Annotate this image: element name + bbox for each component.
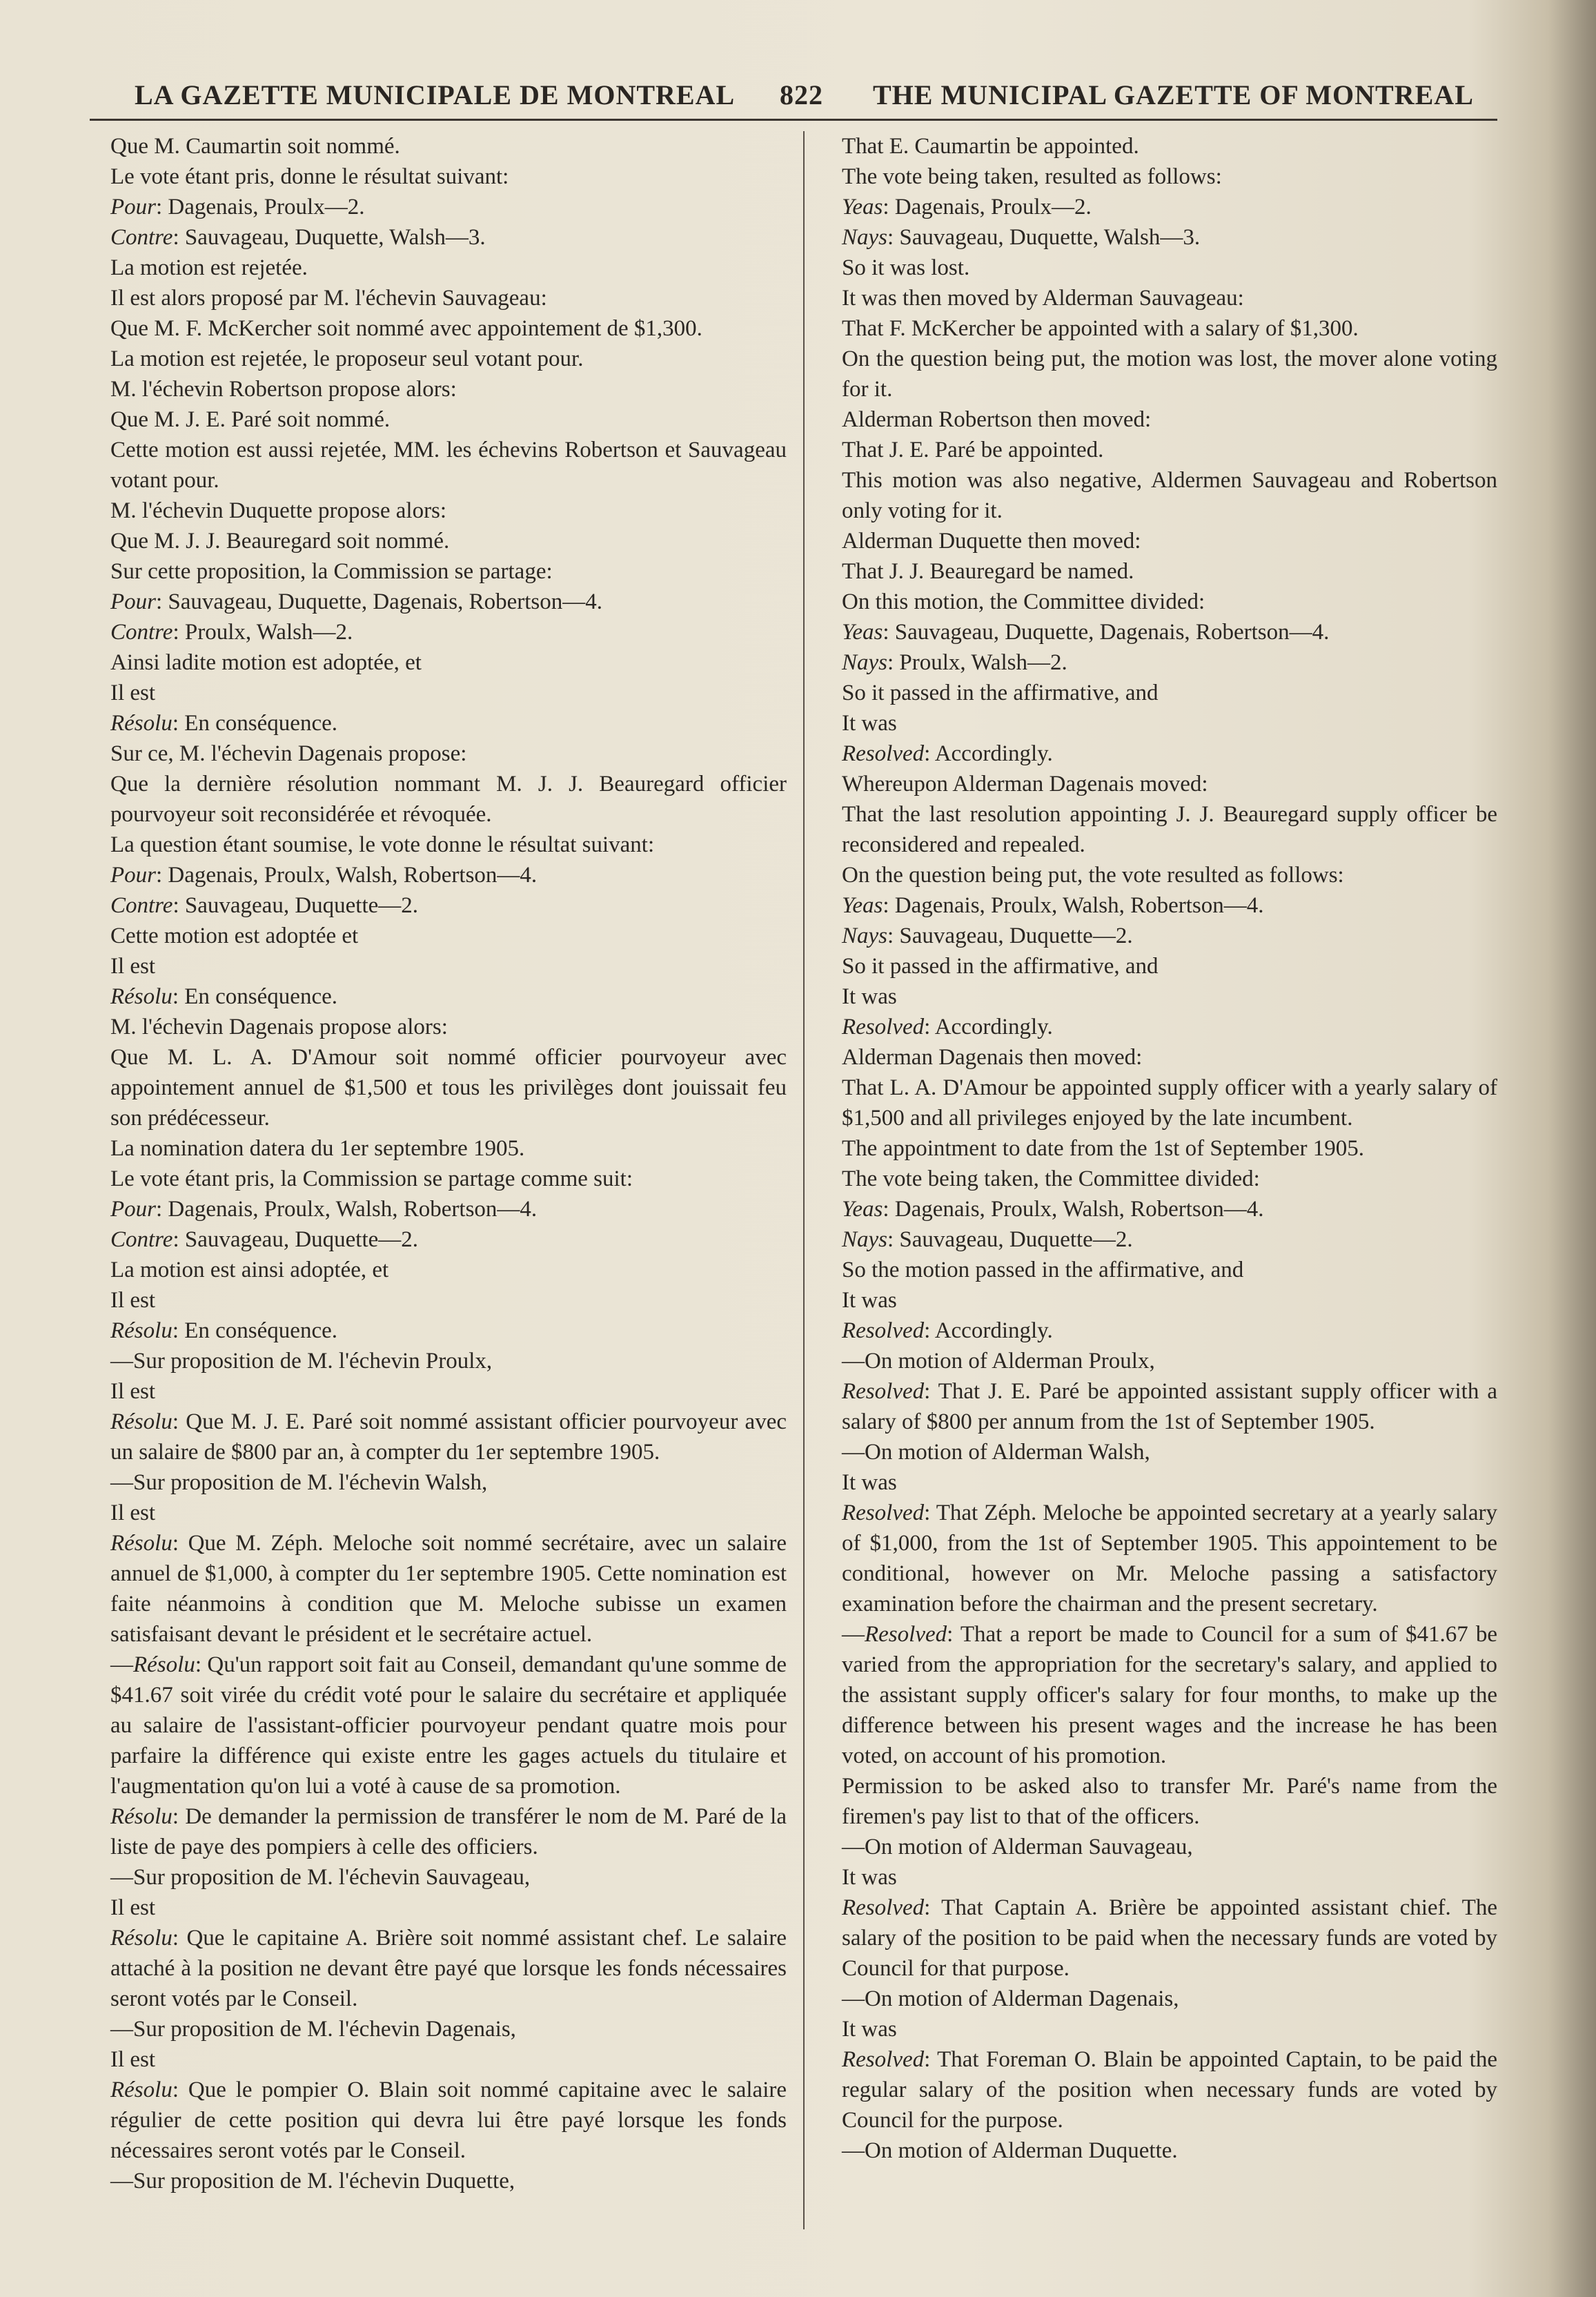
english-paragraph: Alderman Dagenais then moved: [842,1045,1143,1070]
french-paragraph: Il est alors proposé par M. l'échevin Sauvageau: [110,286,547,311]
french-paragraph: —Sur proposition de M. l'échevin Sauvageau, [110,1865,531,1890]
english-paragraph: So it passed in the affirmative, and [842,954,1159,979]
french-paragraph: —Sur proposition de M. l'échevin Proulx, [110,1349,493,1374]
french-paragraph: Que M. L. A. D'Amour soit nommé officier pourvoyeur avec appointement annuel de $1,500 et tous les privilèges dont jouissait feu son prédécesseur. [110,1045,793,1131]
english-paragraph: That the last resolution appointing J. J. Beauregard supply officer be reconsidered and repealed. [842,802,1504,857]
english-paragraph: Resolved: That Zéph. Meloche be appointed secretary at a yearly salary of $1,000, from the 1st of September 1905. This appointement to be conditional, however on Mr. Meloche passing a satisfactory examination before the chairman and the present secretary. [842,1501,1504,1616]
english-paragraph: Resolved: Accordingly. [842,1318,1053,1343]
french-paragraph: —Résolu: Qu'un rapport soit fait au Conseil, demandant qu'une somme de $41.67 soit virée du crédit voté pour le salaire du secrétaire et appliquée au salaire de l'assistant-officier pourvoyeur pendant quatre mois pour parfaire la différence qui existe entre les gages actuels du titulaire et l'augmentation qu'on lui a voté à cause de sa promotion. [110,1652,793,1799]
english-paragraph: Alderman Robertson then moved: [842,407,1152,432]
french-paragraph: Résolu: Que M. Zéph. Meloche soit nommé secrétaire, avec un salaire annuel de $1,000, à compter du 1er septembre 1905. Cette nomination est faite néanmoins à condition que M. Meloche subisse un examen satisfaisant devant le président et le secrétaire actuel. [110,1531,793,1647]
english-paragraph: The appointment to date from the 1st of September 1905. [842,1136,1364,1161]
english-paragraph: That E. Caumartin be appointed. [842,134,1139,159]
english-paragraph: Resolved: That J. E. Paré be appointed assistant supply officer with a salary of $800 per annum from the 1st of September 1905. [842,1379,1504,1434]
french-paragraph: La question étant soumise, le vote donne le résultat suivant: [110,832,655,857]
english-paragraph: It was [842,984,897,1009]
french-paragraph: Contre: Sauvageau, Duquette—2. [110,893,419,918]
english-paragraph: That L. A. D'Amour be appointed supply officer with a yearly salary of $1,500 and all privileges enjoyed by the late incumbent. [842,1075,1504,1131]
english-paragraph: That F. McKercher be appointed with a salary of $1,300. [842,316,1359,341]
english-paragraph: Nays: Sauvageau, Duquette—2. [842,1227,1133,1252]
page-number: 822 [780,79,823,110]
english-paragraph: Resolved: Accordingly. [842,741,1053,766]
french-paragraph: Résolu: En conséquence. [110,711,337,736]
english-paragraph: Yeas: Sauvageau, Duquette, Dagenais, Robertson—4. [842,620,1330,645]
page-header [90,76,1497,121]
english-paragraph: Yeas: Dagenais, Proulx, Walsh, Robertson—4. [842,1197,1264,1222]
french-paragraph: Sur ce, M. l'échevin Dagenais propose: [110,741,467,766]
english-paragraph: Nays: Sauvageau, Duquette, Walsh—3. [842,225,1201,250]
english-paragraph: It was then moved by Alderman Sauvageau: [842,286,1244,311]
french-paragraph: Cette motion est aussi rejetée, MM. les échevins Robertson et Sauvageau votant pour. [110,438,793,493]
english-paragraph: Yeas: Dagenais, Proulx, Walsh, Robertson—4. [842,893,1264,918]
french-paragraph: Pour: Dagenais, Proulx, Walsh, Robertson—4. [110,1197,538,1222]
french-paragraph: Contre: Proulx, Walsh—2. [110,620,353,645]
english-paragraph: Permission to be asked also to transfer Mr. Paré's name from the firemen's pay list to that of the officers. [842,1774,1504,1829]
header-english-title: THE MUNICIPAL GAZETTE OF MONTREAL [873,79,1474,110]
french-paragraph: M. l'échevin Dagenais propose alors: [110,1015,448,1039]
french-paragraph: Résolu: Que M. J. E. Paré soit nommé assistant officier pourvoyeur avec un salaire de $800 par an, à compter du 1er septembre 1905. [110,1409,793,1465]
french-paragraph: M. l'échevin Robertson propose alors: [110,377,457,402]
french-paragraph: Il est [110,681,156,705]
english-paragraph: This motion was also negative, Aldermen Sauvageau and Robertson only voting for it. [842,468,1504,523]
french-paragraph: —Sur proposition de M. l'échevin Duquette, [110,2169,515,2193]
english-paragraph: Resolved: That Captain A. Brière be appointed assistant chief. The salary of the position to be paid when the necessary funds are voted by Council for that purpose. [842,1895,1504,1981]
french-paragraph: Le vote étant pris, donne le résultat suivant: [110,164,509,189]
french-paragraph: —Sur proposition de M. l'échevin Dagenais, [110,2017,516,2042]
english-paragraph: It was [842,2017,897,2042]
french-paragraph: Résolu: Que le pompier O. Blain soit nommé capitaine avec le salaire régulier de cette position qui devra lui être payé lorsque les fonds nécessaires seront votés par le Conseil. [110,2078,793,2163]
english-paragraph: It was [842,1865,897,1890]
french-paragraph: Résolu: En conséquence. [110,1318,337,1343]
french-paragraph: Contre: Sauvageau, Duquette, Walsh—3. [110,225,486,250]
english-paragraph: That J. E. Paré be appointed. [842,438,1104,462]
english-paragraph: Resolved: Accordingly. [842,1015,1053,1039]
french-paragraph: Il est [110,954,156,979]
french-paragraph: La nomination datera du 1er septembre 1905. [110,1136,525,1161]
english-paragraph: —On motion of Alderman Duquette. [842,2138,1178,2163]
french-paragraph: M. l'échevin Duquette propose alors: [110,498,447,523]
english-paragraph: Alderman Duquette then moved: [842,529,1141,554]
french-paragraph: Il est [110,1379,156,1404]
french-paragraph: Pour: Sauvageau, Duquette, Dagenais, Robertson—4. [110,589,603,614]
english-paragraph: —On motion of Alderman Proulx, [842,1349,1155,1374]
french-paragraph: Il est [110,1501,156,1525]
english-paragraph: On the question being put, the motion was lost, the mover alone voting for it. [842,346,1504,402]
english-paragraph: That J. J. Beauregard be named. [842,559,1134,584]
english-paragraph: It was [842,1288,897,1313]
english-paragraph: So it passed in the affirmative, and [842,681,1159,705]
header-french-title: LA GAZETTE MUNICIPALE DE MONTREAL [135,79,736,110]
french-paragraph: Résolu: De demander la permission de transférer le nom de M. Paré de la liste de paye des pompiers à celle des officiers. [110,1804,793,1859]
english-paragraph: —On motion of Alderman Walsh, [842,1440,1150,1465]
english-paragraph: The vote being taken, the Committee divided: [842,1166,1260,1191]
column-divider [803,131,805,2229]
french-paragraph: Le vote étant pris, la Commission se partage comme suit: [110,1166,633,1191]
french-paragraph: Il est [110,2047,156,2072]
french-paragraph: Il est [110,1288,156,1313]
french-paragraph: Résolu: Que le capitaine A. Brière soit nommé assistant chef. Le salaire attaché à la position ne devant être payé que lorsque les fonds nécessaires seront votés par le Conseil. [110,1926,793,2011]
english-paragraph: Nays: Sauvageau, Duquette—2. [842,923,1133,948]
english-paragraph: So it was lost. [842,255,970,280]
english-paragraph: It was [842,711,897,736]
french-paragraph: —Sur proposition de M. l'échevin Walsh, [110,1470,488,1495]
english-column [821,131,1504,2250]
english-paragraph: So the motion passed in the affirmative, and [842,1258,1244,1282]
french-column [90,131,793,2250]
french-paragraph: La motion est rejetée, le proposeur seul votant pour. [110,346,584,371]
french-paragraph: Que M. Caumartin soit nommé. [110,134,400,159]
english-paragraph: —Resolved: That a report be made to Council for a sum of $41.67 be varied from the appropriation for the secretary's salary, and applied to the assistant supply officer's salary for four months, to make up the difference between his present wages and the increase he has been voted, on account of his promotion. [842,1622,1504,1768]
french-paragraph: Que M. J. J. Beauregard soit nommé. [110,529,450,554]
english-paragraph: Nays: Proulx, Walsh—2. [842,650,1067,675]
english-paragraph: On the question being put, the vote resulted as follows: [842,863,1344,888]
english-paragraph: Yeas: Dagenais, Proulx—2. [842,195,1092,219]
english-paragraph: It was [842,1470,897,1495]
french-paragraph: Que M. F. McKercher soit nommé avec appointement de $1,300. [110,316,702,341]
french-paragraph: Que la dernière résolution nommant M. J. J. Beauregard officier pourvoyeur soit reconsidérée et révoquée. [110,772,793,827]
french-paragraph: Que M. J. E. Paré soit nommé. [110,407,391,432]
english-paragraph: Resolved: That Foreman O. Blain be appointed Captain, to be paid the regular salary of the position when necessary funds are voted by Council for the purpose. [842,2047,1504,2133]
english-paragraph: Whereupon Alderman Dagenais moved: [842,772,1208,796]
french-paragraph: Pour: Dagenais, Proulx, Walsh, Robertson—4. [110,863,538,888]
french-paragraph: Pour: Dagenais, Proulx—2. [110,195,365,219]
english-paragraph: —On motion of Alderman Sauvageau, [842,1835,1193,1859]
english-paragraph: —On motion of Alderman Dagenais, [842,1986,1179,2011]
french-paragraph: Cette motion est adoptée et [110,923,359,948]
french-paragraph: Contre: Sauvageau, Duquette—2. [110,1227,419,1252]
english-paragraph: On this motion, the Committee divided: [842,589,1205,614]
french-paragraph: Ainsi ladite motion est adoptée, et [110,650,422,675]
english-paragraph: The vote being taken, resulted as follows: [842,164,1222,189]
french-paragraph: La motion est ainsi adoptée, et [110,1258,389,1282]
french-paragraph: Résolu: En conséquence. [110,984,337,1009]
french-paragraph: Il est [110,1895,156,1920]
french-paragraph: La motion est rejetée. [110,255,308,280]
french-paragraph: Sur cette proposition, la Commission se partage: [110,559,553,584]
